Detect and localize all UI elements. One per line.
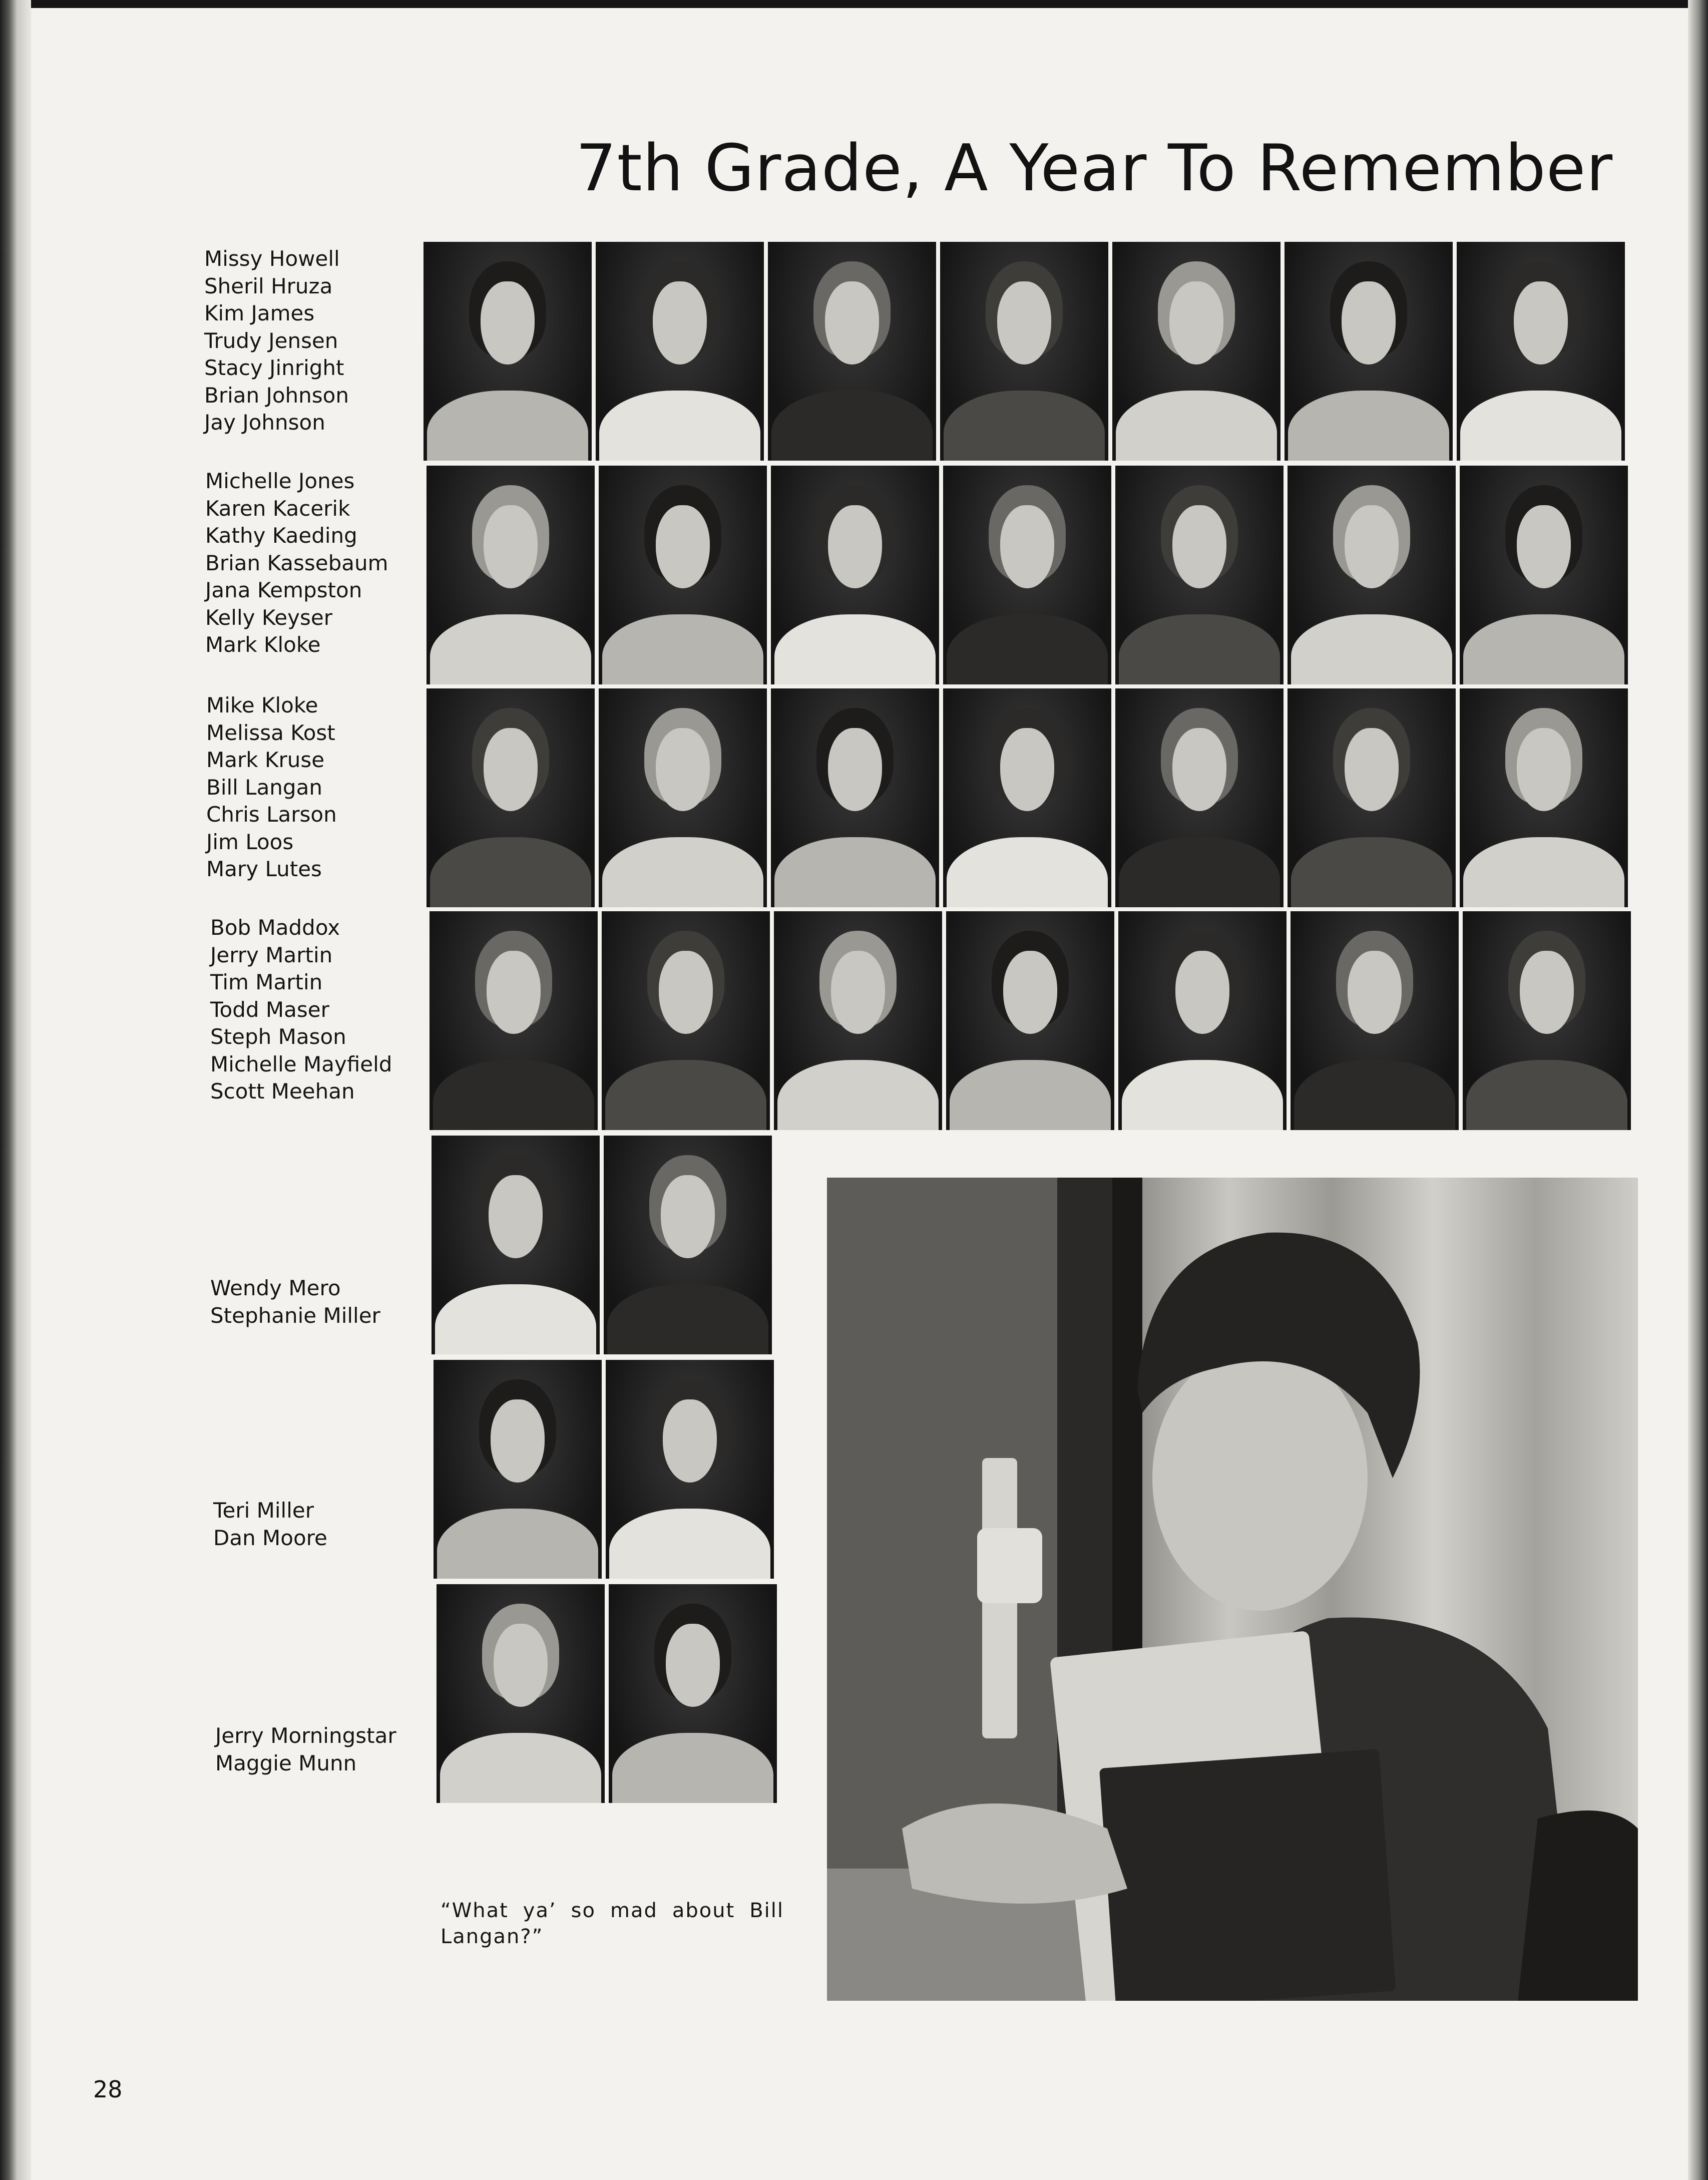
student-portrait (1112, 242, 1280, 461)
student-name: Mark Kloke (205, 632, 321, 657)
student-portrait (771, 466, 939, 684)
student-portrait (1291, 911, 1459, 1130)
candid-photo (827, 1178, 1638, 2001)
student-portrait (604, 1136, 772, 1354)
student-name: Tim Martin (210, 970, 323, 994)
student-portrait (1460, 466, 1628, 684)
student-portrait (434, 1360, 602, 1579)
student-name: Wendy Mero (210, 1276, 341, 1300)
student-name: Jerry Martin (210, 942, 333, 967)
student-portrait (596, 242, 764, 461)
student-name: Stacy Jinright (204, 355, 344, 380)
student-name: Mike Kloke (206, 693, 318, 717)
student-name: Brian Johnson (204, 383, 349, 408)
page-number: 28 (93, 2076, 123, 2103)
student-portrait (437, 1584, 605, 1803)
student-name: Todd Maser (210, 997, 329, 1022)
student-name: Teri Miller (213, 1498, 314, 1523)
student-portrait (599, 688, 767, 907)
student-portrait (771, 688, 939, 907)
student-portrait (768, 242, 936, 461)
student-portrait (943, 688, 1111, 907)
student-portrait (1460, 688, 1628, 907)
student-portrait (426, 466, 595, 684)
names-row-2 (205, 468, 388, 659)
student-portrait (940, 242, 1108, 461)
student-name: Bill Langan (206, 775, 322, 800)
student-portrait (1288, 688, 1456, 907)
student-name: Steph Mason (210, 1024, 346, 1049)
student-name: Chris Larson (206, 802, 337, 827)
student-name: Dan Moore (213, 1525, 327, 1550)
student-name: Missy Howell (204, 246, 340, 271)
student-name: Michelle Mayfield (210, 1051, 392, 1076)
student-portrait (774, 911, 942, 1130)
student-name: Michelle Jones (205, 469, 355, 493)
student-name: Bob Maddox (210, 915, 340, 940)
book-spine-shadow (0, 0, 31, 2180)
student-name: Mark Kruse (206, 748, 325, 772)
names-row-6 (213, 1497, 327, 1552)
student-portrait (602, 911, 770, 1130)
student-portrait (943, 466, 1111, 684)
student-name: Scott Meehan (210, 1079, 355, 1104)
student-portrait (1118, 911, 1287, 1130)
names-row-5 (210, 1275, 380, 1329)
student-portrait (426, 688, 595, 907)
student-name: Brian Kassebaum (205, 550, 388, 575)
page-top-edge (0, 0, 1708, 8)
candid-photo-drawing (827, 1178, 1638, 2001)
names-row-4 (210, 914, 392, 1106)
page-right-edge (1688, 0, 1708, 2180)
student-name: Karen Kacerik (205, 496, 350, 521)
student-name: Kelly Keyser (205, 605, 332, 630)
student-portrait (432, 1136, 600, 1354)
student-name: Kim James (204, 301, 315, 325)
student-name: Trudy Jensen (204, 328, 338, 353)
student-portrait (430, 911, 598, 1130)
student-name: Mary Lutes (206, 857, 322, 881)
student-portrait (1285, 242, 1453, 461)
student-portrait (946, 911, 1114, 1130)
student-portrait (1115, 688, 1284, 907)
page-title: 7th Grade, A Year To Remember (576, 131, 1613, 206)
names-row-7 (215, 1722, 396, 1777)
student-name: Jerry Morningstar (215, 1723, 396, 1748)
student-portrait (1457, 242, 1625, 461)
student-name: Sheril Hruza (204, 273, 333, 298)
photo-caption: “What ya’ so mad about Bill Langan?” (441, 1899, 784, 1948)
student-name: Kathy Kaeding (205, 523, 357, 548)
student-name: Jana Kempston (205, 578, 362, 602)
student-name: Jim Loos (206, 829, 294, 854)
names-row-1 (204, 245, 349, 437)
student-portrait (609, 1584, 777, 1803)
student-portrait (1288, 466, 1456, 684)
student-name: Melissa Kost (206, 720, 335, 745)
student-portrait (1463, 911, 1631, 1130)
student-portrait (606, 1360, 774, 1579)
student-portrait (599, 466, 767, 684)
student-portrait (1115, 466, 1284, 684)
student-name: Stephanie Miller (210, 1303, 380, 1328)
student-name: Jay Johnson (204, 410, 325, 435)
student-portrait (423, 242, 592, 461)
names-row-3 (206, 692, 337, 883)
student-name: Maggie Munn (215, 1750, 357, 1775)
